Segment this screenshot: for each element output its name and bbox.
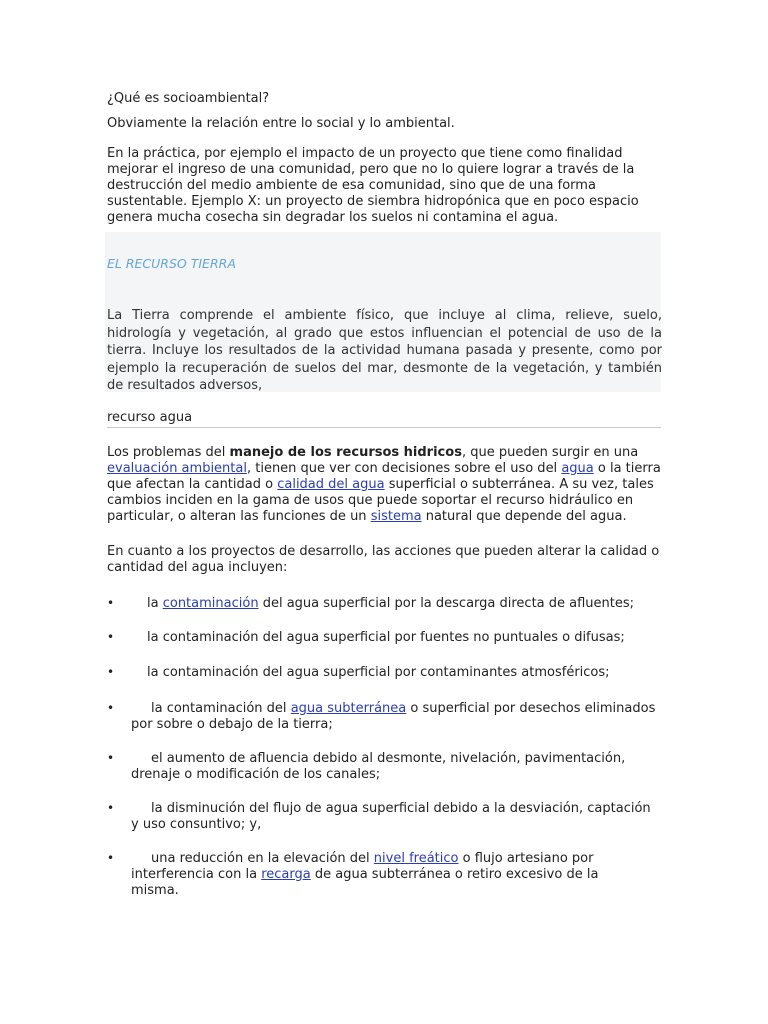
answer-text: Obviamente la relación entre lo social y lo ambiental. bbox=[107, 116, 455, 131]
link-recarga[interactable]: recarga bbox=[261, 867, 311, 882]
link-agua[interactable]: agua bbox=[561, 461, 594, 476]
link-contaminacion[interactable]: contaminación bbox=[162, 596, 259, 611]
intro-paragraph: En la práctica, por ejemplo el impacto de un proyecto que tiene como finalidad mejorar el ingreso de una comunidad, pero que no lo quiere lograr a través de la destrucción del medio ambiente de esa comunidad, sino que de una forma sustentable. Ejemplo X: un proyecto de siembra hidropónica que en poco espacio genera mucha cosecha sin degradar los suelos ni contamina el agua. bbox=[107, 146, 639, 225]
text-run: Los problemas del bbox=[107, 445, 230, 460]
link-evaluacion-ambiental[interactable]: evaluación ambiental bbox=[107, 461, 247, 476]
text-run: de agua subterránea o retiro excesivo de la misma. bbox=[131, 867, 599, 898]
text-run: del agua superficial por la descarga directa de afluentes; bbox=[258, 596, 635, 611]
text-run: , que pueden surgir en una bbox=[461, 445, 639, 460]
bullet-glyph: • bbox=[107, 851, 115, 865]
text-run: la contaminación del bbox=[151, 701, 291, 716]
section-heading-agua: recurso agua bbox=[107, 410, 661, 428]
link-nivel-freatico[interactable]: nivel freático bbox=[373, 851, 459, 866]
text-run: superficial o subterránea. A su vez, tales cambios inciden en la gama de usos que puede soportar el recurso hidráulico en particular, o alteran las funciones de un bbox=[107, 477, 654, 524]
bullet-glyph: • bbox=[107, 801, 115, 815]
text-run: la disminución del flujo de agua superficial debido a la desviación, captación y uso consuntivo; y, bbox=[131, 801, 651, 832]
text-run: o superficial por desechos eliminados por sobre o debajo de la tierra; bbox=[131, 701, 656, 732]
agua-paragraph bbox=[107, 445, 662, 525]
bullet-glyph: • bbox=[107, 630, 115, 644]
bullet-glyph: • bbox=[107, 701, 115, 715]
question-heading: ¿Qué es socioambiental? bbox=[107, 91, 270, 106]
text-run: la contaminación del agua superficial por fuentes no puntuales o difusas; bbox=[147, 630, 625, 645]
link-calidad-del-agua[interactable]: calidad del agua bbox=[277, 477, 385, 492]
text-run: natural que depende del agua. bbox=[421, 509, 627, 524]
bullet-glyph: • bbox=[107, 751, 115, 765]
bold-phrase: manejo de los recursos hidricos bbox=[229, 445, 462, 460]
text-run: una reducción en la elevación del bbox=[151, 851, 374, 866]
link-sistema[interactable]: sistema bbox=[370, 509, 422, 524]
text-run: la contaminación del agua superficial por contaminantes atmosféricos; bbox=[147, 665, 610, 680]
section-title-tierra: EL RECURSO TIERRA bbox=[107, 256, 236, 271]
agua-paragraph-2: En cuanto a los proyectos de desarrollo, las acciones que pueden alterar la calidad o cantidad del agua incluyen: bbox=[107, 544, 660, 575]
tierra-paragraph: La Tierra comprende el ambiente físico, que incluye al clima, relieve, suelo, hidrología y vegetación, al grado que estos influencian el potencial de uso de la tierra. Incluye los resultados de la actividad humana pasada y presente, como por ejemplo la recuperación de suelos del mar, desmonte de la vegetación, y también de resultados adversos, bbox=[107, 308, 662, 394]
text-run: la bbox=[147, 596, 163, 611]
link-agua-subterranea[interactable]: agua subterránea bbox=[290, 701, 407, 716]
text-run: o flujo artesiano por interferencia con la bbox=[131, 851, 594, 882]
text-run: el aumento de afluencia debido al desmonte, nivelación, pavimentación, drenaje o modificación de los canales; bbox=[131, 751, 626, 782]
text-run: o la tierra que afectan la cantidad o bbox=[107, 461, 661, 492]
bullet-glyph: • bbox=[107, 665, 115, 679]
text-run: , tienen que ver con decisiones sobre el uso del bbox=[246, 461, 562, 476]
bullet-glyph: • bbox=[107, 596, 115, 610]
